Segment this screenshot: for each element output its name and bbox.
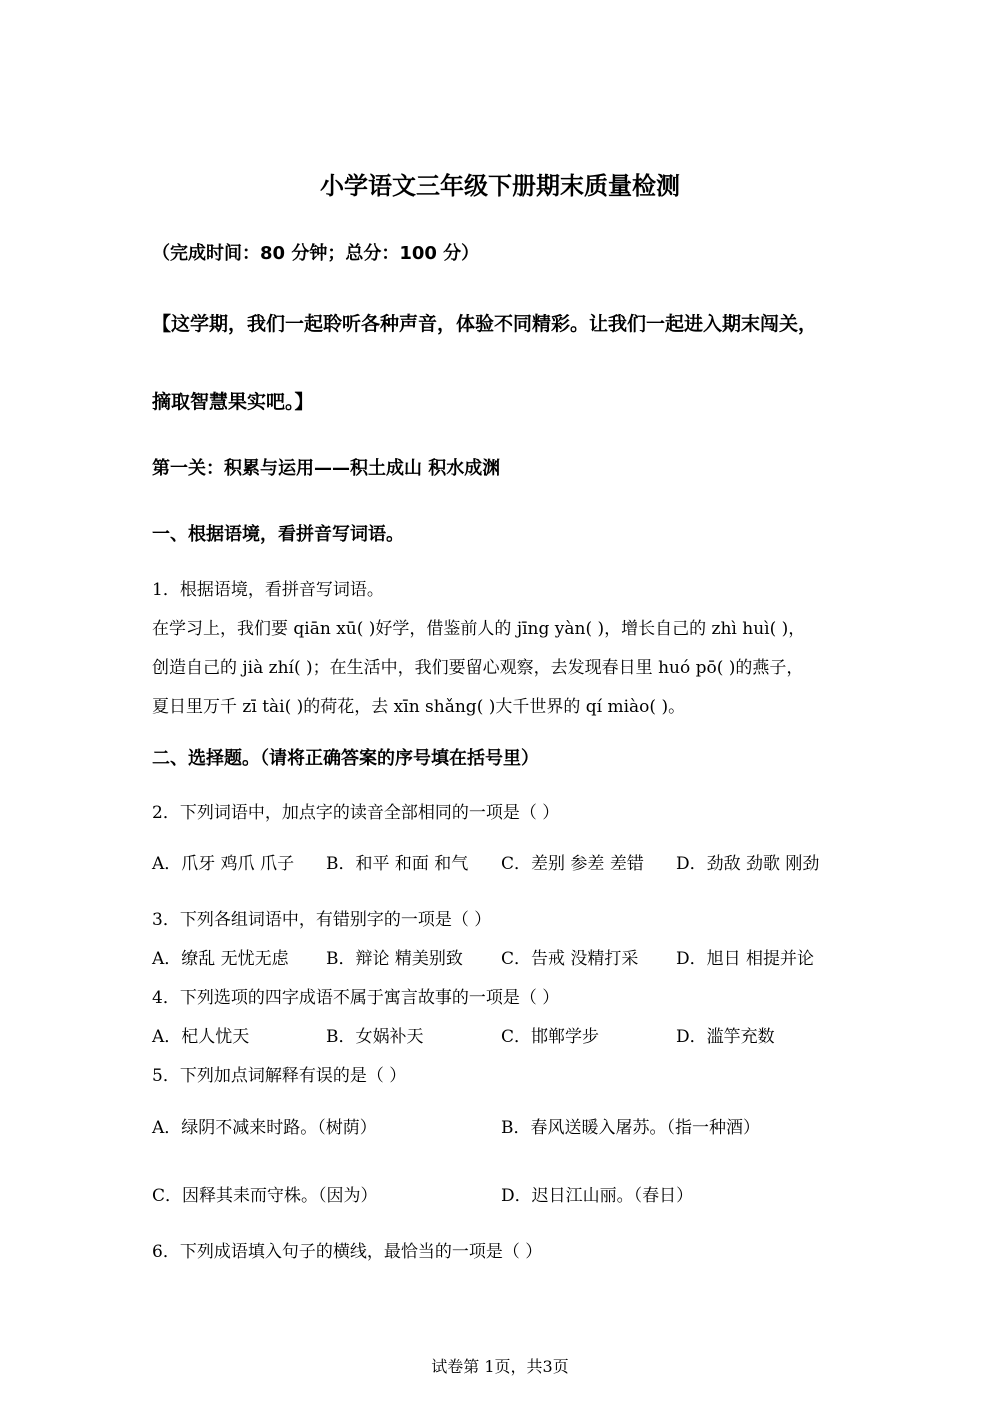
question-2-option-d: D．劲敌 劲歌 刚劲 <box>676 854 820 874</box>
question-3-option-a: A．缭乱 无忧无虑 <box>152 949 289 969</box>
exam-subtitle: （完成时间：80 分钟；总分：100 分） <box>152 243 480 264</box>
exam-title: 小学语文三年级下册期末质量检测 <box>320 172 680 200</box>
question-1-line-2: 创造自己的 jià zhí( )；在生活中，我们要留心观察，去发现春日里 huó pō( )的燕子， <box>152 658 804 678</box>
question-2-option-c: C．差别 参差 差错 <box>501 854 644 874</box>
section-heading-2: 二、选择题。（请将正确答案的序号填在括号里） <box>152 748 539 769</box>
question-4-stem: 4．下列选项的四字成语不属于寓言故事的一项是（ ） <box>152 988 560 1008</box>
question-2-option-a: A．爪牙 鸡爪 爪子 <box>152 854 295 874</box>
page-footer: 试卷第 1页，共3页 <box>431 1357 569 1376</box>
question-1-line-1: 在学习上，我们要 qiān xū( )好学，借鉴前人的 jīng yàn( )，增长自己的 zhì huì( )， <box>152 619 806 639</box>
question-3-option-d: D．旭日 相提并论 <box>676 949 815 969</box>
question-5-option-d: D．迟日江山丽。（春日） <box>501 1186 694 1206</box>
question-1-stem: 1．根据语境，看拼音写词语。 <box>152 580 384 600</box>
question-3-option-c: C．告戒 没精打采 <box>501 949 639 969</box>
question-3-stem: 3．下列各组词语中，有错别字的一项是（ ） <box>152 910 492 930</box>
question-5-option-b: B．春风送暖入屠苏。（指一种酒） <box>501 1118 760 1138</box>
question-5-option-c: C．因释其耒而守株。（因为） <box>152 1186 378 1206</box>
question-4-option-d: D．滥竽充数 <box>676 1027 775 1047</box>
question-5-option-a: A．绿阴不减来时路。（树荫） <box>152 1118 377 1138</box>
question-4-option-c: C．邯郸学步 <box>501 1027 600 1047</box>
question-3-option-b: B．辩论 精美别致 <box>326 949 463 969</box>
question-4-option-a: A．杞人忧天 <box>152 1027 250 1047</box>
question-2-option-b: B．和平 和面 和气 <box>326 854 469 874</box>
intro-line-1: 【这学期，我们一起聆听各种声音，体验不同精彩。让我们一起进入期末闯关， <box>152 313 818 335</box>
intro-line-2: 摘取智慧果实吧。】 <box>152 391 314 413</box>
section-heading-1: 一、根据语境，看拼音写词语。 <box>152 524 404 545</box>
question-4-option-b: B．女娲补天 <box>326 1027 424 1047</box>
question-6-stem: 6．下列成语填入句子的横线，最恰当的一项是（ ） <box>152 1242 543 1262</box>
question-1-line-3: 夏日里万千 zī tài( )的荷花，去 xīn shǎng( )大千世界的 qí miào( )。 <box>152 697 686 717</box>
question-2-stem: 2．下列词语中，加点字的读音全部相同的一项是（ ） <box>152 803 560 823</box>
question-5-stem: 5．下列加点词解释有误的是（ ） <box>152 1066 407 1086</box>
level-heading: 第一关：积累与运用——积土成山 积水成渊 <box>152 458 501 479</box>
